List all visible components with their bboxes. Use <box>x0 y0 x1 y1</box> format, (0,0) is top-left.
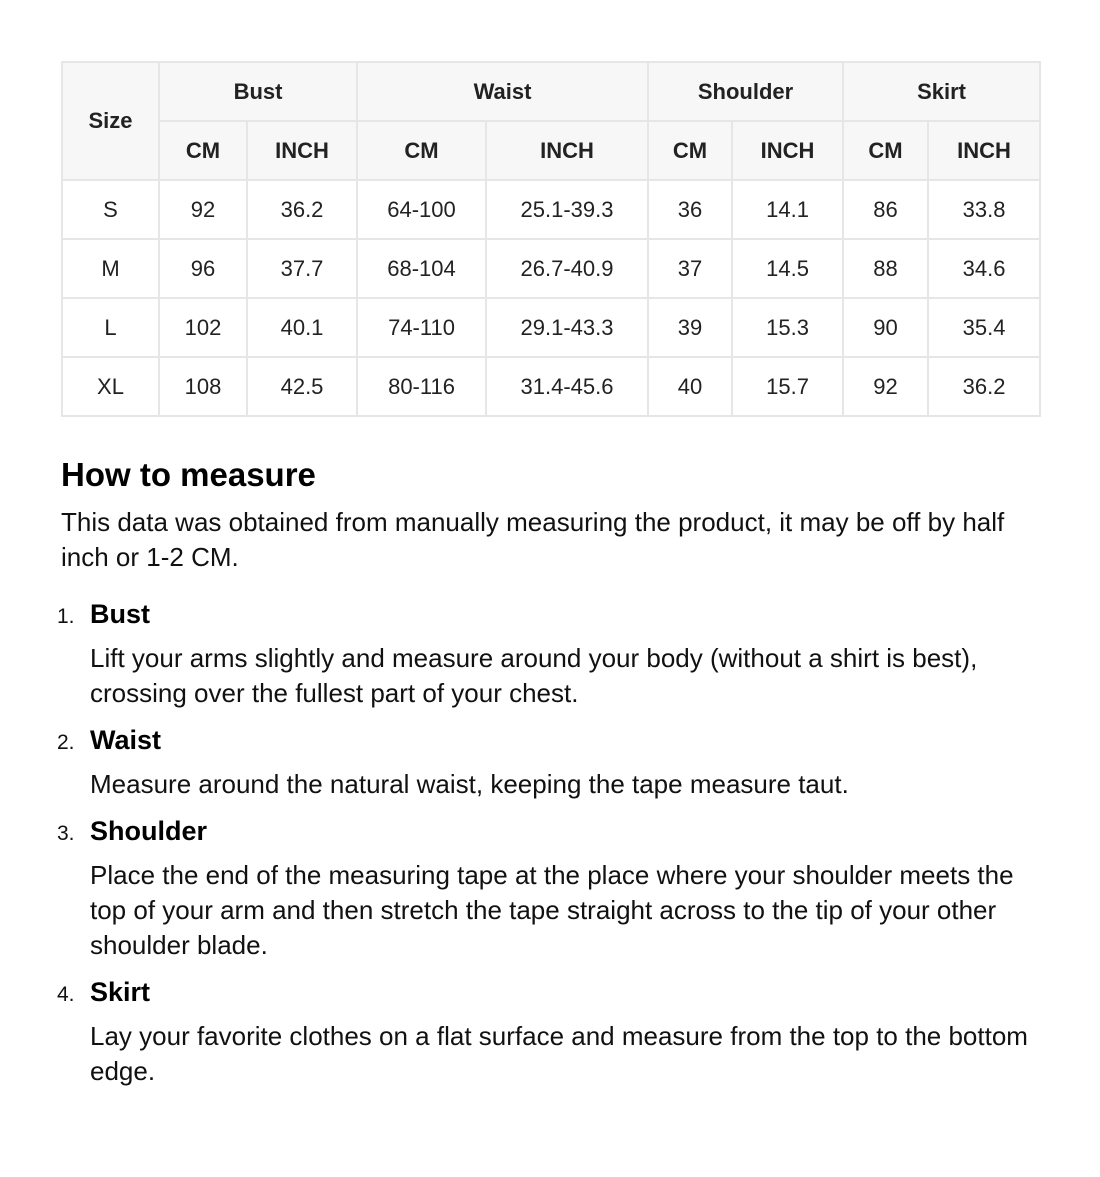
cell-waist-cm: 64-100 <box>357 180 486 239</box>
cell-bust-cm: 108 <box>159 357 247 416</box>
cell-skirt-cm: 92 <box>843 357 928 416</box>
cell-waist-cm: 74-110 <box>357 298 486 357</box>
cell-bust-cm: 92 <box>159 180 247 239</box>
header-size: Size <box>62 62 159 180</box>
cell-skirt-inch: 33.8 <box>928 180 1040 239</box>
cell-shoulder-inch: 15.7 <box>732 357 843 416</box>
header-waist-cm: CM <box>357 121 486 180</box>
cell-skirt-cm: 86 <box>843 180 928 239</box>
cell-bust-cm: 96 <box>159 239 247 298</box>
header-skirt-cm: CM <box>843 121 928 180</box>
step-description: Lift your arms slightly and measure around your body (without a shirt is best), crossing over the fullest part of your chest. <box>90 643 978 708</box>
table-row <box>62 239 1040 298</box>
size-chart-table <box>61 61 1041 417</box>
header-skirt: Skirt <box>843 62 1040 121</box>
table-header-row-units <box>62 121 1040 180</box>
cell-waist-cm: 68-104 <box>357 239 486 298</box>
measure-guide <box>57 455 1046 1089</box>
header-shoulder-inch: INCH <box>732 121 843 180</box>
step-title: Bust <box>90 599 150 629</box>
cell-waist-inch: 25.1-39.3 <box>486 180 648 239</box>
cell-skirt-cm: 90 <box>843 298 928 357</box>
cell-waist-inch: 26.7-40.9 <box>486 239 648 298</box>
header-shoulder-cm: CM <box>648 121 732 180</box>
cell-shoulder-inch: 14.5 <box>732 239 843 298</box>
cell-skirt-inch: 36.2 <box>928 357 1040 416</box>
step-title: Shoulder <box>90 816 208 846</box>
cell-skirt-inch: 34.6 <box>928 239 1040 298</box>
cell-bust-inch: 36.2 <box>247 180 357 239</box>
table-row <box>62 180 1040 239</box>
header-skirt-inch: INCH <box>928 121 1040 180</box>
cell-bust-inch: 42.5 <box>247 357 357 416</box>
header-bust-cm: CM <box>159 121 247 180</box>
cell-size: M <box>62 239 159 298</box>
cell-skirt-cm: 88 <box>843 239 928 298</box>
step-number: 4. <box>57 983 75 1006</box>
header-bust: Bust <box>159 62 357 121</box>
header-shoulder: Shoulder <box>648 62 843 121</box>
cell-waist-inch: 29.1-43.3 <box>486 298 648 357</box>
cell-shoulder-cm: 37 <box>648 239 732 298</box>
step-number: 3. <box>57 822 75 845</box>
step-title: Waist <box>90 725 162 755</box>
list-item <box>57 723 1046 802</box>
table-row <box>62 357 1040 416</box>
table-header-row-groups <box>62 62 1040 121</box>
cell-waist-inch: 31.4-45.6 <box>486 357 648 416</box>
cell-shoulder-cm: 39 <box>648 298 732 357</box>
steps-list <box>57 597 1046 1089</box>
cell-waist-cm: 80-116 <box>357 357 486 416</box>
cell-size: S <box>62 180 159 239</box>
header-waist-inch: INCH <box>486 121 648 180</box>
step-description: Lay your favorite clothes on a flat surface and measure from the top to the bottom edge. <box>90 1021 1028 1086</box>
step-description: Place the end of the measuring tape at the place where your shoulder meets the top of your arm and then stretch the tape straight across to the tip of your other shoulder blade. <box>90 860 1014 960</box>
header-waist: Waist <box>357 62 648 121</box>
intro-text: This data was obtained from manually measuring the product, it may be off by half inch or 1-2 CM. <box>61 507 1005 572</box>
list-item <box>57 597 1046 711</box>
list-item <box>57 814 1046 963</box>
cell-bust-inch: 37.7 <box>247 239 357 298</box>
cell-shoulder-inch: 15.3 <box>732 298 843 357</box>
step-description: Measure around the natural waist, keeping the tape measure taut. <box>90 769 849 799</box>
cell-shoulder-inch: 14.1 <box>732 180 843 239</box>
cell-skirt-inch: 35.4 <box>928 298 1040 357</box>
step-number: 1. <box>57 605 75 628</box>
cell-shoulder-cm: 40 <box>648 357 732 416</box>
cell-shoulder-cm: 36 <box>648 180 732 239</box>
cell-size: XL <box>62 357 159 416</box>
step-number: 2. <box>57 731 75 754</box>
list-item <box>57 975 1046 1089</box>
cell-bust-inch: 40.1 <box>247 298 357 357</box>
table-row <box>62 298 1040 357</box>
header-bust-inch: INCH <box>247 121 357 180</box>
section-title: How to measure <box>61 456 316 493</box>
step-title: Skirt <box>90 977 151 1007</box>
cell-size: L <box>62 298 159 357</box>
cell-bust-cm: 102 <box>159 298 247 357</box>
